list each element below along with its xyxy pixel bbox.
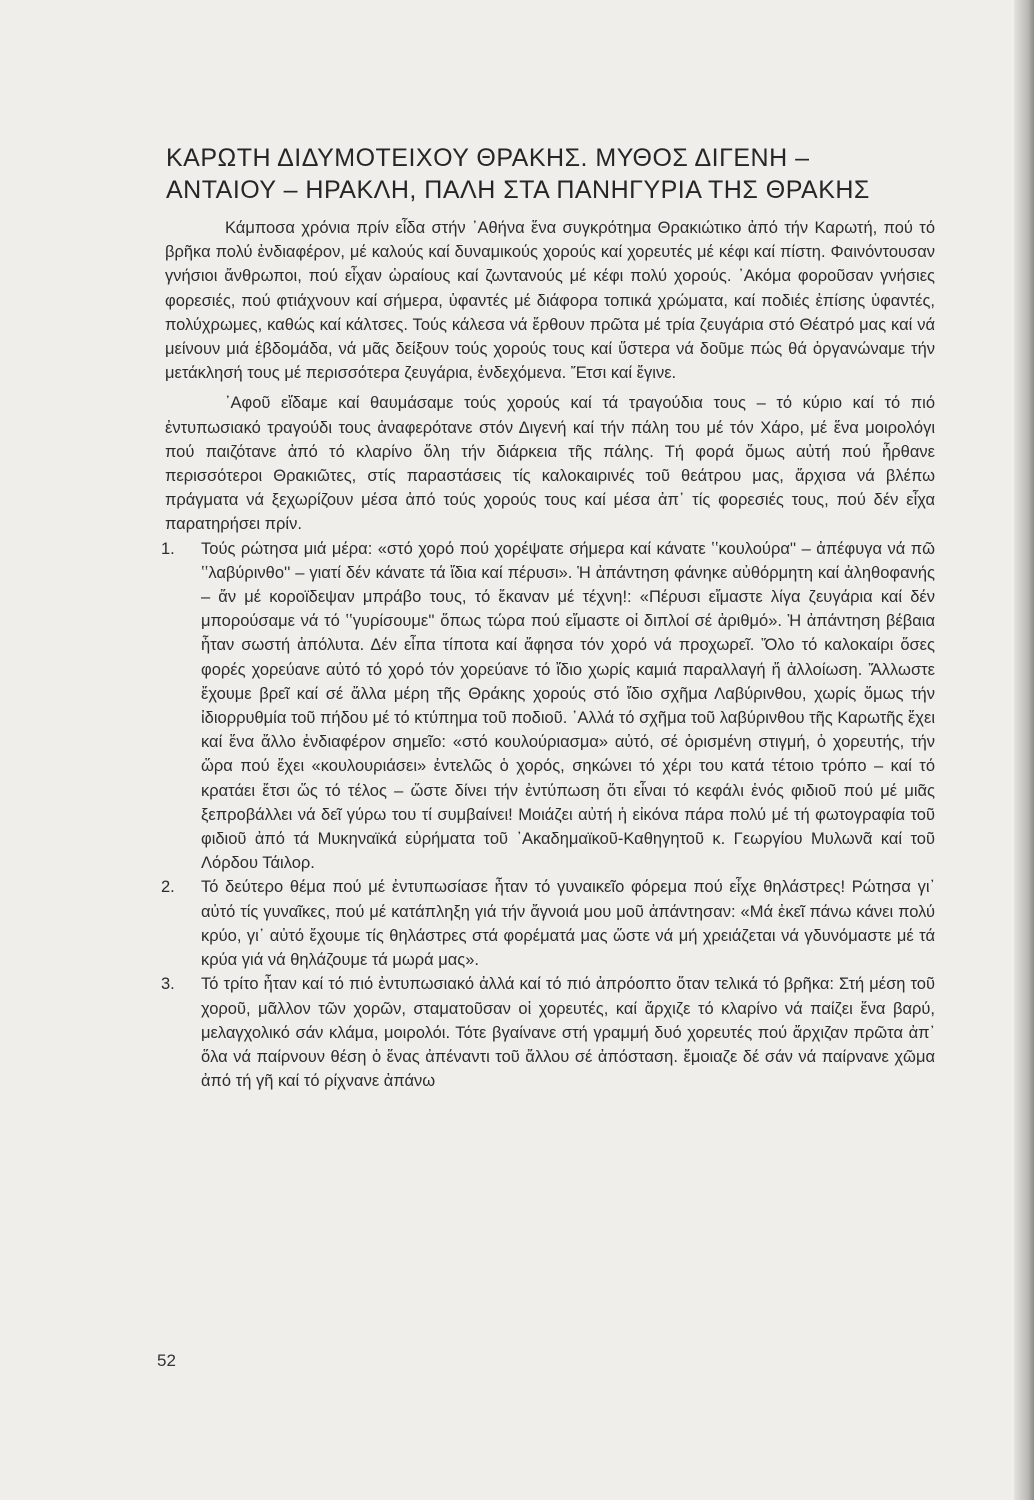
article-body: [161, 216, 935, 1093]
list-item-text: Τό τρίτο ἦταν καί τό πιό ἐντυπωσιακό ἀλλά καί τό πιό ἀπρόοπτο ὅταν τελικά τό βρῆκα: Στή μέση τοῦ χοροῦ, μᾶλλον τῶν χορῶν, σταματοῦσαν οἱ χορευτές, καί ἄρχιζε τό κλαρίνο νά παίζει ἕνα βαρύ, μελαγχολικό σάν κλάμα, μοιρολόι. Τότε βγαίνανε στή γραμμή δυό χορευτές πού ἄρχιζαν πρῶτα ἀπ᾿ ὅλα νά παίρνουν θέση ὁ ἕνας ἀπέναντι τοῦ ἄλλου σέ ἀπόσταση. ἔμοιαζε δέ σάν νά παίρνανε χῶμα ἀπό τή γῆ καί τό ρίχνανε ἀπάνω: [201, 975, 935, 1091]
numbered-list: [161, 537, 935, 1094]
list-item-2: [161, 875, 935, 972]
list-item-number: 2.: [161, 878, 175, 897]
list-item-number: 1.: [161, 539, 175, 558]
article-title: [166, 142, 966, 206]
paragraph-1: Κάμποσα χρόνια πρίν εἶδα στήν ᾿Αθήνα ἕνα συγκρότημα Θρακιώτικο ἀπό τήν Καρωτή, πού τό βρῆκα πολύ ἐνδιαφέρον, μέ καλούς καί δυναμικούς χορούς καί χορευτές μέ κέφι καί πίστη. Φαινόντουσαν γνήσιοι ἄνθρωποι, πού εἶχαν ὡραίους καί ζωντανούς μέ κέφι πολύ χορούς. ᾿Ακόμα φοροῦσαν γνήσιες φορεσιές, πού φτιάχνουν καί σήμερα, ὑφαντές μέ διάφορα τοπικά χρώματα, καί ποδιές ἐπίσης ὑφαντές, πολύχρωμες, καθώς καί κάλτσες. Τούς κάλεσα νά ἔρθουν πρῶτα μέ τρία ζευγάρια στό Θέατρό μας καί νά μείνουν μιά ἑβδομάδα, νά μᾶς δείξουν τούς χορούς τους καί ὕστερα νά δοῦμε πώς θά ὀργανώναμε τήν μετάκλησή τους μέ περισσότερα ζευγάρια, ἐνδεχόμενα. Ἔτσι καί ἔγινε.: [165, 219, 935, 383]
list-item-text: Τό δεύτερο θέμα πού μέ ἐντυπωσίασε ἦταν τό γυναικεῖο φόρεμα πού εἶχε θηλάστρες! Ρώτησα γι᾿ αὐτό τίς γυναῖκες, πού μέ κατάπληξη γιά τήν ἄγνοιά μου μοῦ ἀπάντησαν: «Μά ἐκεῖ πάνω κάνει πολύ κρύο, γι᾿ αὐτό ἔχουμε τίς θηλάστρες στά φορέματά μας ὥστε νά μή χρειάζεται νά γδυνόμαστε μέ τά κρύα γιά νά θηλάζουμε τά μωρά μας».: [201, 878, 935, 970]
list-item-number: 3.: [161, 975, 175, 994]
page-number: 52: [157, 1351, 176, 1370]
list-item-1: [161, 537, 935, 876]
page-edge-shadow: [1014, 0, 1034, 1500]
list-item-text: Τούς ρώτησα μιά μέρα: «στό χορό πού χορέψατε σήμερα καί κάνατε ʽʽκουλούρα'' – ἀπέφυγα νά πῶ ʽʽλαβύρινθο'' – γιατί δέν κάνατε τά ἴδια καί πέρυσι». Ἡ ἀπάντηση φάνηκε αὐθόρμητη καί ἀληθοφανής – ἄν μέ κοροϊδεψαν μπράβο τους, τό ἔκαναν μέ τέχνη!: «Πέρυσι εἴμαστε λίγα ζευγάρια καί δέν μπορούσαμε νά τό ʽʽγυρίσουμε'' ὅπως τώρα πού εἴμαστε οἱ διπλοί σέ ἀριθμό». Ἡ ἀπάντηση βέβαια ἦταν σωστή ἀπόλυτα. Δέν εἶπα τίποτα καί ἄφησα τόν χορό νά προχωρεῖ. Ὅλο τό καλοκαίρι ὅσες φορές χορεύανε αὐτό τό χορό τόν χορεύανε τό ἴδιο χωρίς καμιά παραλλαγή ἤ ἀλλοίωση. Ἄλλωστε ἔχουμε βρεῖ καί σέ ἄλλα μέρη τῆς Θράκης χορούς στό ἴδιο σχῆμα Λαβύρινθου, χωρίς ὅμως τήν ἰδιορρυθμία τοῦ πήδου μέ τό κτύπημα τοῦ ποδιοῦ. ᾿Αλλά τό σχῆμα τοῦ λαβύρινθου τῆς Καρωτῆς ἔχει καί ἕνα ἄλλο ἐνδιαφέρον σημεῖο: «στό κουλούριασμα» αὐτό, σέ ὁρισμένη στιγμή, ὁ χορευτής, τήν ὥρα πού ἔχει «κουλουριάσει» ἐντελῶς ὁ χορός, σηκώνει τό χέρι του κατά τέτοιο τρόπο – καί τό κρατάει ἔτσι ὥς τό τέλος – ὥστε δίνει τήν ἐντύπωση ὅτι εἶναι τό κεφάλι ἑνός φιδιοῦ πού μέ μιᾶς ξεπροβάλλει νά δεῖ γύρω του τί συμβαίνει! Μοιάζει αὐτή ἡ εἰκόνα πάρα πολύ μέ τή φωτογραφία τοῦ φιδιοῦ ἀπό τά Μυκηναϊκά εὑρήματα τοῦ ᾿Ακαδημαϊκοῦ-Καθηγητοῦ κ. Γεωργίου Μυλωνᾶ καί τοῦ Λόρδου Τάιλορ.: [201, 539, 935, 873]
paragraph-2: ᾿Αφοῦ εἴδαμε καί θαυμάσαμε τούς χορούς καί τά τραγούδια τους – τό κύριο καί τό πιό ἐντυπωσιακό τραγούδι τους ἀναφερότανε στόν Διγενή καί τήν πάλη του μέ τόν Χάρο, μέ ἕνα μοιρολόγι πού παιζότανε ἀπό τό κλαρίνο ὅλη τήν διάρκεια τῆς πάλης. Τή φορά ὅμως αὐτή πού ἦρθανε περισσότεροι Θρακιῶτες, στίς παραστάσεις τίς καλοκαιρινές τοῦ θεάτρου μας, ἄρχισα νά βλέπω πράγματα νά ξεχωρίζουν μέσα ἀπό τούς χορούς τους καί μέσα ἀπ᾿ τίς φορεσιές τους, πού δέν εἶχα παρατηρήσει πρίν.: [165, 394, 935, 534]
list-item-3: [161, 972, 935, 1093]
title-line-1: ΚΑΡΩΤΗ ΔΙΔΥΜΟΤΕΙΧΟΥ ΘΡΑΚΗΣ. ΜΥΘΟΣ ΔΙΓΕΝΗ –: [166, 144, 810, 172]
title-line-2: ΑΝΤΑΙΟΥ – ΗΡΑΚΛΗ, ΠΑΛΗ ΣΤΑ ΠΑΝΗΓΥΡΙΑ ΤΗΣ ΘΡΑΚΗΣ: [166, 176, 870, 204]
